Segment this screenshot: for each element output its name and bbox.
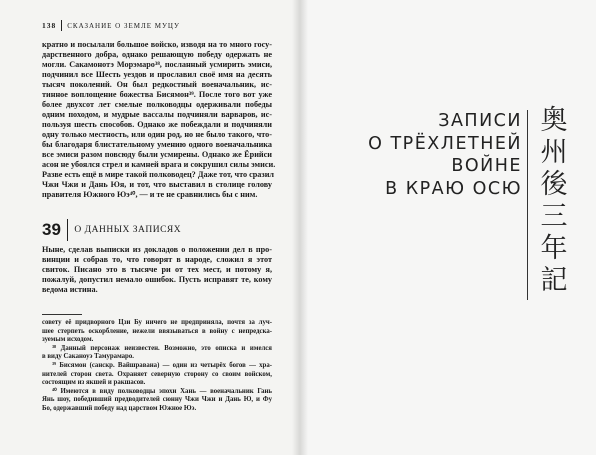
footnote-line: в виду Саканоуэ Тамурамаро.: [42, 353, 134, 361]
paragraph-2: [42, 245, 272, 295]
text-line: бы благодаря блистательному умению одного военачальника: [42, 140, 272, 149]
footnote-rule: [42, 314, 82, 315]
section-number: 39: [42, 220, 61, 239]
text-line: винции и собрав то, что говорят в народе, сложил я этот: [42, 255, 272, 264]
text-line: более двухсот лет смелые полководцы одерживали победы: [42, 100, 272, 109]
footnote-line: шее стерпеть оскорбление, нежели ввязываться в войну с непредска-: [42, 327, 272, 335]
title-divider: [527, 110, 528, 300]
running-header: [42, 20, 180, 31]
text-line: правителя Южного Юэ⁴⁰, — и те не сравнились бы с ним.: [42, 190, 258, 199]
footnote-line: состоящим из якшей и ракшасов.: [42, 379, 146, 387]
section-divider: [67, 219, 69, 241]
footnote-line: ³⁹ Бисямон (санскр. Вайшравана) — один из четырёх богов — хра-: [52, 361, 272, 369]
text-line: пожалуй, допустил немало ошибок. Пусть исправят те, кому: [42, 275, 272, 284]
footnote-line: ⁴⁰ Имеются в виду полководцы эпохи Хань — военачальник Гань: [52, 387, 272, 395]
header-divider: [61, 20, 62, 31]
kanji-character: 州: [540, 137, 568, 167]
footnote-line: зуемым исходом.: [42, 336, 94, 344]
text-line: асон не убоялся стрел и камней врага и сокрушил силы эмиси.: [42, 160, 276, 169]
title-line: ВОЙНЕ: [451, 156, 522, 176]
footnote-line: ³⁸ Данный персонаж неизвестен. Возможно, это описка и имелся: [52, 344, 272, 352]
footnote-line: совету её придворного Цзи Бу ничего не предприняла, почтя за луч-: [42, 319, 272, 326]
text-line: одну только местность, или один род, но не было такого, что-: [42, 130, 272, 139]
footnote-line: Янь шоу, победивший предводителей сюнну Чжи Чжи и Дань Ю, и Фу: [42, 396, 272, 404]
text-line: могли. Сакамонотэ Морэмаро³⁸, посланный усмирить эмиси,: [42, 60, 272, 69]
text-line: Ныне, сделав выписки из докладов о положении дел в про-: [42, 245, 272, 254]
text-line: Чжи Чжи и Дань Юя, и тот, что выставил в столице голову: [42, 180, 272, 189]
title-line: В КРАЮ ОСЮ: [385, 178, 522, 199]
kanji-character: 年: [540, 233, 568, 263]
text-line: дарственного добра, однако решающую победу одержать не: [42, 50, 272, 59]
kanji-character: 記: [540, 265, 568, 295]
text-line: свиток. Писано это в тысяче ри от тех мест, и потому я,: [42, 265, 272, 274]
title-line: ЗАПИСИ: [438, 111, 522, 131]
text-line: Разве есть ещё в мире такой полководец? Даже тот, что сразил: [42, 170, 275, 179]
kanji-title: [536, 104, 572, 296]
kanji-character: 三: [540, 201, 568, 231]
footnote-line: нителей сторон света. Охраняет северную сторону со своим войском,: [42, 370, 272, 378]
running-head-title: СКАЗАНИЕ О ЗЕМЛЕ МУЦУ: [67, 21, 180, 30]
book-gutter: [292, 0, 308, 455]
section-title: О ДАННЫХ ЗАПИСЯХ: [74, 225, 182, 235]
section-heading: [42, 219, 181, 241]
text-line: тысяч поколений. Он был редкостный военачальник, ис-: [42, 80, 272, 89]
kanji-character: 後: [540, 169, 568, 199]
text-line: тинное воплощение божества Бисямон³⁹. После того вот уже: [42, 90, 272, 99]
text-line: подчинил все Шесть уездов и прославил своё имя на десять: [42, 70, 272, 79]
text-line: одним походом, и мудрые вассалы подчиняли варваров, ис-: [42, 110, 272, 119]
page-edge: [596, 0, 600, 455]
kanji-character: 奥: [540, 105, 568, 135]
paragraph-1: [42, 40, 276, 200]
text-line: кратно и посылали большое войско, изводя на то много госу-: [42, 40, 272, 49]
text-line: все эмиси разом повсюду были усмирены. Однако же Ёрийси: [42, 150, 272, 159]
footnotes: [42, 319, 272, 414]
chapter-title: [368, 110, 522, 200]
page-number: 138: [42, 21, 57, 30]
text-line: пользуя шесть способов. Однако же побеждали и подчиняли: [42, 120, 272, 129]
footnote-line: Бо, одержавший победу над царством Южное Юэ.: [42, 404, 197, 412]
text-line: ведома истина.: [42, 285, 98, 294]
title-line: О ТРЁХЛЕТНЕЙ: [368, 133, 522, 154]
